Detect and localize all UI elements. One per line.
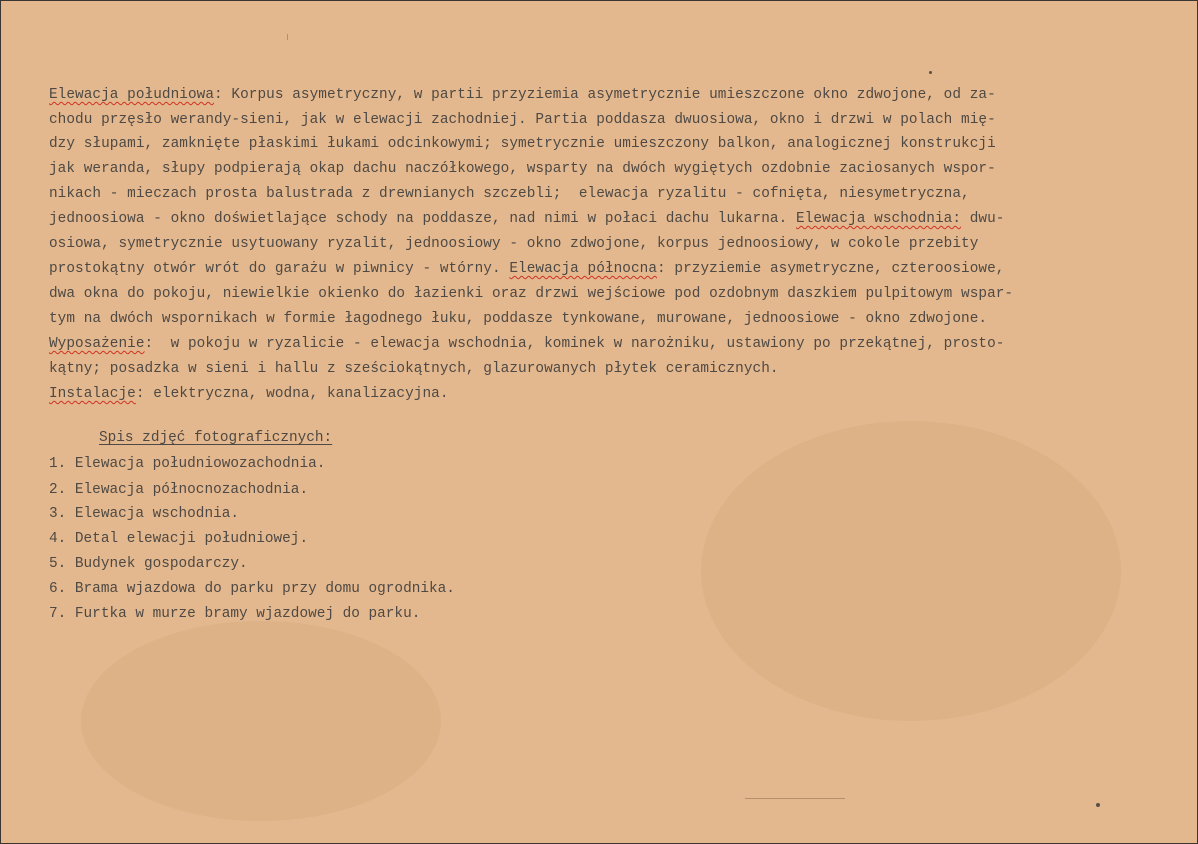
list-item: 7. Furtka w murze bramy wjazdowej do parku. xyxy=(49,606,421,622)
text-line: osiowa, symetrycznie usytuowany ryzalit, jednoosiowy - okno zdwojone, korpus jednoosiowy, w cokole przebity xyxy=(49,236,979,252)
photo-list-heading xyxy=(99,429,332,447)
section-heading-south: Elewacja południowa xyxy=(49,87,215,103)
list-item: 5. Budynek gospodarczy. xyxy=(49,556,248,572)
text-line: jak weranda, słupy podpierają okap dachu naczółkowego, wsparty na dwóch wygiętych ozdobnie zaciosanych wspor- xyxy=(49,161,996,177)
text-span: : Korpus asymetryczny, w partii przyziemia asymetrycznie umieszczone okno zdwojone, od za- xyxy=(214,87,996,103)
paper-speck xyxy=(1096,803,1100,807)
paper-mark xyxy=(287,34,288,40)
section-heading-equipment: Wyposażenie xyxy=(49,336,145,352)
text-line xyxy=(49,385,449,403)
text-span: jednoosiowa - okno doświetlające schody na poddasze, nad nimi w połaci dachu lukarna. xyxy=(49,211,796,227)
text-line: tym na dwóch wspornikach w formie łagodnego łuku, poddasze tynkowane, murowane, jednoosiowe - okno zdwojone. xyxy=(49,311,988,327)
text-line xyxy=(49,335,1004,353)
section-heading-north: Elewacja północna xyxy=(509,261,658,277)
text-line: kątny; posadzka w sieni i hallu z sześciokątnych, glazurowanych płytek ceramicznych. xyxy=(49,361,779,377)
list-item: 3. Elewacja wschodnia. xyxy=(49,506,239,522)
text-line: nikach - mieczach prosta balustrada z drewnianych szczebli; elewacja ryzalitu - cofnięta, niesymetryczna, xyxy=(49,186,970,202)
text-line: dzy słupami, zamknięte płaskimi łukami odcinkowymi; symetrycznie umieszczony balkon, analogicznej konstrukcji xyxy=(49,136,996,152)
list-item: 2. Elewacja północnozachodnia. xyxy=(49,482,309,498)
list-item: 6. Brama wjazdowa do parku przy domu ogrodnika. xyxy=(49,581,455,597)
text-span: : przyziemie asymetryczne, czteroosiowe, xyxy=(657,261,1005,277)
section-heading-east: Elewacja wschodnia: xyxy=(795,211,962,227)
text-line: chodu przęsło werandy-sieni, jak w elewacji zachodniej. Partia poddasza dwuosiowa, okno i drzwi w polach mię- xyxy=(49,112,996,128)
text-line xyxy=(49,86,996,104)
paper-speck xyxy=(929,71,932,74)
paper-stain xyxy=(701,421,1121,721)
text-span: dwu- xyxy=(961,211,1005,227)
text-span: prostokątny otwór wrót do garażu w piwnicy - wtórny. xyxy=(49,261,510,277)
list-item: 1. Elewacja południowozachodnia. xyxy=(49,456,326,472)
text-span: : w pokoju w ryzalicie - elewacja wschodnia, kominek w narożniku, ustawiony po przekątnej, prosto- xyxy=(144,336,1005,352)
text-line xyxy=(49,260,1004,278)
text-span: : elektryczna, wodna, kanalizacyjna. xyxy=(135,386,449,402)
text-line xyxy=(49,210,1004,228)
photo-list-heading-text: Spis zdjęć fotograficznych: xyxy=(99,430,333,446)
paper-mark xyxy=(745,798,845,799)
paper-stain xyxy=(81,621,441,821)
list-item: 4. Detal elewacji południowej. xyxy=(49,531,309,547)
section-heading-installations: Instalacje xyxy=(49,386,136,402)
text-line: dwa okna do pokoju, niewielkie okienko do łazienki oraz drzwi wejściowe pod ozdobnym daszkiem pulpitowym wspar- xyxy=(49,286,1014,302)
